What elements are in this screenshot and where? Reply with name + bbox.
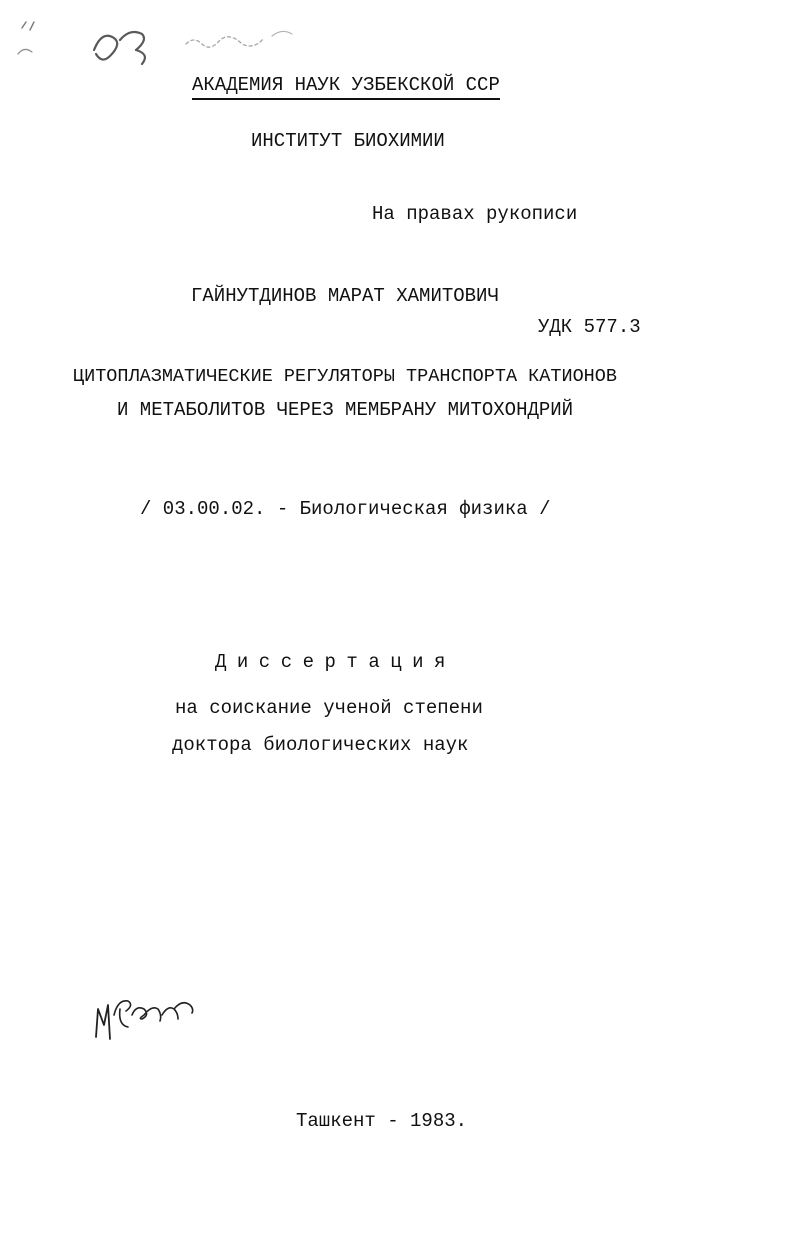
archive-handwritten-marks [10, 10, 310, 70]
place-and-year: Ташкент - 1983. [296, 1110, 468, 1132]
degree-line-2: доктора биологических наук [172, 734, 469, 756]
specialty-code: / 03.00.02. - Биологическая физика / [140, 498, 551, 520]
manuscript-rights: На правах рукописи [372, 203, 578, 225]
title-line-2: И МЕТАБОЛИТОВ ЧЕРЕЗ МЕМБРАНУ МИТОХОНДРИЙ [117, 399, 574, 421]
title-line-1: ЦИТОПЛАЗМАТИЧЕСКИЕ РЕГУЛЯТОРЫ ТРАНСПОРТА КАТИОНОВ [73, 366, 617, 387]
degree-line-1: на соискание ученой степени [175, 697, 483, 719]
document-type: Диссертация [215, 651, 456, 673]
author-name: ГАЙНУТДИНОВ МАРАТ ХАМИТОВИЧ [191, 285, 499, 307]
handwritten-signature [88, 975, 208, 1050]
institute-name: ИНСТИТУТ БИОХИМИИ [251, 130, 445, 152]
academy-heading: АКАДЕМИЯ НАУК УЗБЕКСКОЙ ССР [192, 74, 500, 100]
udc-code: УДК 577.3 [538, 316, 641, 338]
